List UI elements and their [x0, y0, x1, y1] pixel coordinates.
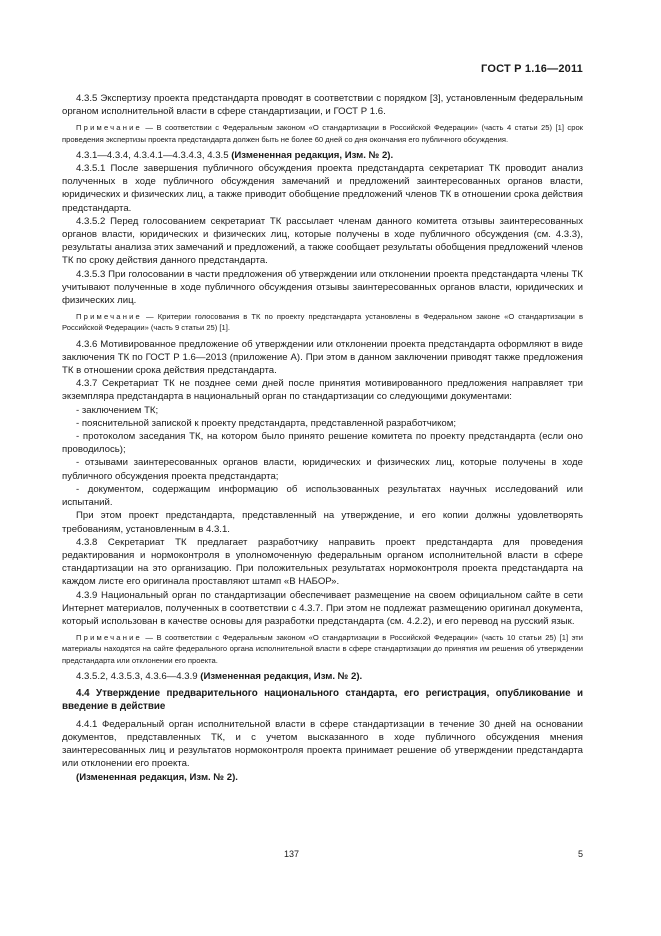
clause-4-3-5-1: 4.3.5.1 После завершения публичного обсуждения проекта предстандарта секретариат ТК проводит анализ полученных в ходе публичного обсуждения замечаний и предложений заинтересованных органов власти, юридических и физических лиц, а также приводит обобщение предложений членов ТК в отношении срока действия предстандарта. [62, 163, 583, 214]
note-1 [62, 122, 583, 144]
document-code: ГОСТ Р 1.16—2011 [481, 63, 583, 75]
clause-4-3-8: 4.3.8 Секретариат ТК предлагает разработчику направить проект предстандарта для проведения редактирования и нормоконтроля в уполномоченную федеральным органом исполнительной власти в сфере стандартизации на это организацию. При положительных результатах нормоконтроля проекта предстандарта на каждом листе его оригинала проставляют штамп «В НАБОР». [62, 536, 583, 588]
revision-label: (Измененная редакция, Изм. № 2). [200, 670, 363, 682]
note-label: Примечание [76, 123, 142, 133]
clause-4-3-5-3: 4.3.5.3 При голосовании в части предложения об утверждении или отклонении проекта предстандарта члены ТК учитывают полученные в ходе публичного обсуждения отзывы заинтересованных органов власти, юридических и физических лиц. [62, 268, 583, 307]
clause-4-4-1: 4.4.1 Федеральный орган исполнительной власти в сфере стандартизации в течение 30 дней на основании документов, представленных ТК, и с учетом высказанного в ходе публичного обсуждения мнения заинтересованных лиц и результатов нормоконтроля проекта принимает решение об утверждении предстандарта или отклонении его проекта. [62, 718, 583, 770]
page-body [62, 92, 583, 784]
note-text: — В соответствии с Федеральным законом «О стандартизации в Российской Федерации» (часть 4 статьи 25) [1] срок проведения экспертизы проекта предстандарта должен быть не более 60 дней со дня окончания его публичного обсуждения. [62, 123, 583, 144]
list-item: - пояснительной запиской к проекту предстандарта, представленной разработчиком; [76, 417, 457, 429]
clause-4-3-7: 4.3.7 Секретариат ТК не позднее семи дней после принятия мотивированного предложения направляет три экземпляра предстандарта в национальный орган по стандартизации со следующими документами: [62, 378, 583, 403]
page-number-center: 137 [284, 849, 300, 859]
note-text: — В соответствии с Федеральным законом «О стандартизации в Российской Федерации» (часть 10 статьи 25) [1] эти материалы находятся на сайте федерального органа исполнительной власти в сфере стандартизации до принятия им решения об утверждении предстандарта или отклонении его проекта. [62, 633, 583, 665]
section-title-4-4: 4.4 Утверждение предварительного национального стандарта, его регистрация, опубликование и введение в действие [62, 687, 583, 713]
revision-note-2 [62, 670, 583, 683]
list-item: - документом, содержащим информацию об использованных результатах научных исследований или испытаний. [62, 483, 583, 509]
note-label: Примечание [76, 633, 142, 643]
revision-clauses: 4.3.1—4.3.4, 4.3.4.1—4.3.4.3, 4.3.5 [76, 149, 232, 161]
clause-4-3-5: 4.3.5 Экспертизу проекта предстандарта проводят в соответствии с порядком [3], установленным федеральным органом исполнительной власти в сфере стандартизации, и ГОСТ Р 1.6. [62, 93, 583, 118]
note-text: — Критерии голосования в ТК по проекту предстандарта установлены в Федеральном законе «О стандартизации в Российской Федерации» (часть 9 статьи 25) [1]. [62, 312, 583, 333]
note-2 [62, 311, 583, 333]
list-item: - заключением ТК; [76, 404, 159, 416]
clause-4-3-7-continuation: При этом проект предстандарта, представленный на утверждение, и его копии должны удовлетворять требованиям, установленным в 4.3.1. [62, 510, 583, 535]
clause-4-3-9: 4.3.9 Национальный орган по стандартизации обеспечивает размещение на своем официальном сайте в сети Интернет материалов, полученных в соответствии с 4.3.7. При этом не подлежат размещению оригинал документа, который использован в качестве основы для разработки предстандарта (см. 4.2.2), и его перевод на русский язык. [62, 589, 583, 627]
clause-4-3-6: 4.3.6 Мотивированное предложение об утверждении или отклонении проекта предстандарта оформляют в виде заключения ТК по ГОСТ Р 1.6—2013 (приложение А). При этом в данном заключении приводят также предложения ТК в отношении срока действия предстандарта. [62, 338, 583, 377]
page-number-right: 5 [577, 849, 583, 859]
revision-label: (Измененная редакция, Изм. № 2). [231, 149, 394, 161]
note-3 [62, 632, 583, 666]
clause-4-3-5-2: 4.3.5.2 Перед голосованием секретариат ТК рассылает членам данного комитета отзывы заинтересованных органов власти, юридических и физических лиц, которые получены в ходе публичного обсуждения (см. 4.3.3), результаты анализа этих замечаний и предложений, а также сообщает результаты обобщения предложений членов ТК по сроку действия данного предстандарта. [62, 215, 583, 267]
list-item: - протоколом заседания ТК, на котором было принято решение комитета по проекту предстандарта (если оно проводилось); [62, 431, 583, 456]
revision-clauses: 4.3.5.2, 4.3.5.3, 4.3.6—4.3.9 [76, 670, 201, 682]
revision-note-3: (Измененная редакция, Изм. № 2). [76, 771, 238, 783]
note-label: Примечание [76, 312, 142, 322]
list-item: - отзывами заинтересованных органов власти, юридических и физических лиц, которые получены в ходе публичного обсуждения проекта предстандарта; [62, 457, 583, 482]
revision-note-1 [62, 149, 583, 162]
